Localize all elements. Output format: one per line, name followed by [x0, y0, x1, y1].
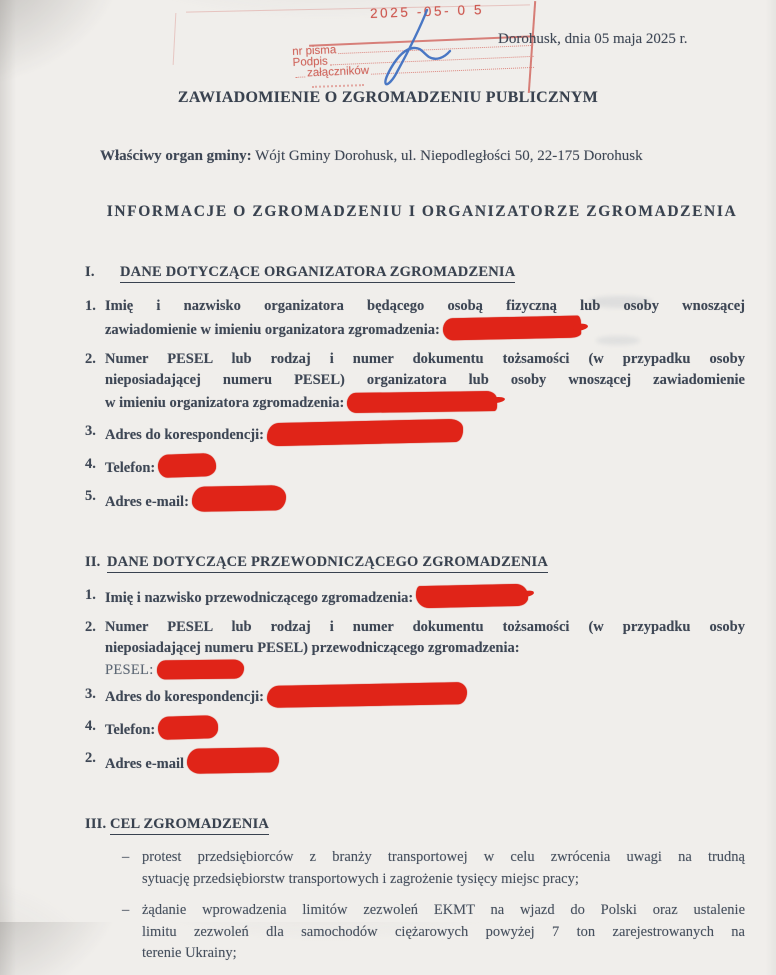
list-item [85, 454, 745, 480]
item-text: Adres do korespondencji: [105, 689, 264, 705]
stamp-row-label: nr pisma [291, 44, 337, 58]
date-place-line: Dorohusk, dnia 05 maja 2025 r. [498, 31, 688, 47]
list-item [85, 748, 745, 776]
item-text-line: nieposiadającej numeru PESEL) organizatora lub osoby wnoszącej zawiadomienie [105, 372, 745, 388]
list-item [85, 296, 745, 342]
pesel-label: PESEL: [105, 661, 154, 678]
document-body [85, 262, 745, 975]
section-organizer [85, 262, 745, 514]
item-number: 2. [85, 350, 96, 367]
item-number: 2. [85, 750, 96, 766]
bullet-text-line: żądanie wprowadzenia limitów zezwoleń EKMT na wjazd do Polski oraz ustalenie [142, 902, 745, 918]
receipt-stamp [0, 0, 776, 135]
bullet-item [85, 847, 745, 890]
stamp-dotted-remnant [312, 84, 364, 88]
item-text: Adres do korespondencji: [105, 427, 264, 443]
redaction-mark [347, 390, 497, 412]
item-number: 4. [85, 455, 96, 472]
stamp-row-label: załączników [306, 64, 370, 80]
item-text: Telefon: [105, 721, 156, 738]
bullet-text-line: protest przedsiębiorców z branży transportowej w celu zwrócenia uwagi na trudną [142, 849, 745, 865]
bullet-item [85, 900, 745, 965]
list-item [85, 617, 745, 682]
item-number: 1. [85, 587, 96, 603]
section-purpose [85, 814, 745, 965]
bullet-dash: – [122, 849, 130, 865]
item-text: Adres e-mail: [105, 494, 189, 510]
redaction-mark [416, 584, 528, 609]
item-text: Telefon: [105, 459, 156, 476]
section-number: I. [85, 264, 95, 280]
section-number: II. [85, 553, 101, 570]
item-text: w imieniu organizatora zgromadzenia: [105, 394, 345, 411]
authority-value: Wójt Gminy Dorohusk, ul. Niepodległości 50, 22-175 Dorohusk [251, 148, 643, 164]
redaction-mark [443, 316, 581, 341]
redaction-mark [187, 747, 279, 774]
item-number: 3. [85, 686, 96, 702]
document-subtitle: INFORMACJE O ZGROMADZENIU I ORGANIZATORZE ZGROMADZENIA [106, 203, 738, 220]
section-title: DANE DOTYCZĄCE ORGANIZATORA ZGROMADZENIA [120, 264, 515, 283]
item-number: 3. [85, 423, 96, 439]
redaction-mark [267, 682, 467, 708]
stamp-row-label: Podpis [292, 55, 329, 69]
item-text-line: Imię i nazwisko organizatora będącego osobą fizyczną lub osoby wnoszącej [105, 297, 745, 314]
section-heading [85, 262, 745, 284]
redaction-mark [158, 715, 219, 740]
bullet-dash: – [122, 902, 130, 918]
list-item [85, 421, 745, 447]
dotted-leader [295, 76, 305, 77]
item-text-line: nieposiadającej numeru PESEL) przewodniczącego zgromadzenia: [105, 640, 520, 656]
section-heading [85, 814, 745, 836]
item-number: 5. [85, 488, 96, 504]
section-title: CEL ZGROMADZENIA [110, 816, 269, 835]
redaction-mark [267, 419, 463, 446]
document-title: ZAWIADOMIENIE O ZGROMADZENIU PUBLICZNYM [177, 89, 599, 106]
authority-line [100, 148, 746, 165]
bullet-text-line: sytuację przedsiębiorstw transportowych i zagrożenie tysięcy miejsc pracy; [142, 870, 579, 887]
list-item [85, 684, 745, 709]
section-title: DANE DOTYCZĄCE PRZEWODNICZĄCEGO ZGROMADZENIA [107, 554, 548, 573]
dotted-leader [371, 67, 534, 75]
item-text-line [105, 585, 745, 610]
bullet-text-line: limitu zezwoleń dla samochodów ciężarowych powyżej 7 ton zarejestrowanych na [142, 923, 745, 940]
item-text-line [105, 421, 745, 447]
section-number: III. [85, 815, 107, 832]
redaction-mark [158, 452, 217, 477]
authority-label: Właściwy organ gminy: [100, 148, 252, 164]
item-text: Imię i nazwisko przewodniczącego zgromadzenia: [105, 590, 414, 606]
list-item [85, 349, 745, 415]
item-text: Adres e-mail [105, 756, 185, 772]
item-text-line [105, 392, 745, 415]
bullet-text-line: terenie Ukrainy; [142, 945, 237, 961]
list-item [85, 486, 745, 514]
redaction-mark [156, 659, 243, 679]
list-item [85, 585, 745, 610]
item-number: 4. [85, 717, 96, 734]
item-text-line [105, 317, 745, 342]
pesel-line [105, 660, 745, 682]
section-heading [85, 552, 745, 574]
item-number: 2. [85, 618, 96, 635]
stamp-date: 2025 -05- 0 5 [369, 2, 485, 21]
item-text-line: Numer PESEL lub rodzaj i numer dokumentu tożsamości (w przypadku osoby [105, 350, 745, 367]
item-text-line [105, 454, 745, 480]
stamp-border-left [173, 13, 177, 65]
item-number: 1. [85, 297, 96, 314]
item-text: zawiadomienie w imieniu organizatora zgromadzenia: [105, 322, 440, 338]
item-text-line [105, 716, 745, 742]
item-text-line [105, 684, 745, 709]
item-text-line [105, 486, 745, 514]
item-text-line: Numer PESEL lub rodzaj i numer dokumentu tożsamości (w przypadku osoby [105, 618, 745, 635]
section-chairperson [85, 552, 745, 776]
list-item [85, 716, 745, 742]
item-text-line [105, 748, 745, 776]
redaction-mark [192, 485, 286, 512]
